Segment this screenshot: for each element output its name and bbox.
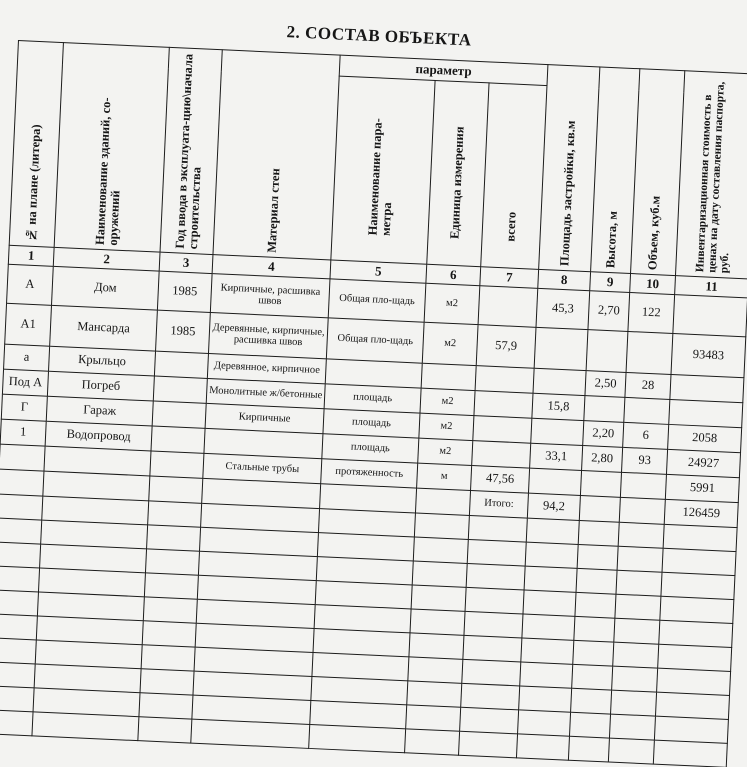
header-c10: Объем, куб.м: [631, 69, 685, 276]
cell-cost: 2058: [668, 424, 742, 452]
cell-volume: [626, 331, 673, 374]
cell-area: [533, 368, 586, 395]
cell-year: [153, 376, 207, 403]
cell-name: Мансарда: [50, 305, 158, 351]
cell-area: [531, 418, 584, 445]
cell-param: Общая пло-щадь: [326, 318, 424, 363]
cell-material: Деревянные, кирпичные, расшивка швов: [208, 313, 328, 359]
cell-cost: [673, 295, 747, 337]
header-c11: Инвентаризационная стоимость в ценах на дату составления паспорта, руб.: [676, 71, 747, 279]
col-number: 4: [212, 255, 331, 279]
header-c8: Площадь застройки, кв.м: [539, 65, 600, 272]
cell-volume: 122: [628, 293, 675, 334]
header-c7: всего: [481, 83, 547, 269]
cell-param: протяженность: [321, 459, 418, 488]
cell-total: [473, 416, 532, 444]
cell-volume: 28: [625, 372, 671, 399]
cell-volume: [624, 397, 670, 424]
page-title: 2. СОСТАВ ОБЪЕКТА: [286, 22, 473, 50]
cell-unit: м2: [424, 283, 480, 324]
cell-name: Гараж: [46, 396, 153, 426]
cell-literal: Под А: [2, 369, 48, 396]
cell-unit: м2: [419, 413, 474, 440]
cell-unit: м2: [422, 322, 478, 365]
cell-area: [534, 327, 588, 370]
cell-literal: А: [7, 264, 54, 305]
cell-height: 2,20: [583, 421, 624, 448]
cell-height: [584, 396, 625, 423]
cell-total: [475, 366, 534, 394]
cell-literal: [0, 444, 45, 471]
cell-year: [150, 451, 204, 478]
col-number: 10: [630, 274, 676, 295]
header-c3: Год ввода в эксплуата-цию\начала строительства: [160, 47, 222, 254]
cell-name: Водопровод: [45, 421, 152, 451]
col-number: 2: [53, 247, 160, 271]
cell-literal: 1: [0, 419, 46, 446]
cell-unit: [421, 363, 476, 390]
cell-height: [580, 471, 621, 498]
cell-param: Общая пло-щадь: [328, 279, 426, 322]
cell-year: 1985: [156, 310, 211, 353]
header-c2: Наименование зданий, со-оружений: [54, 43, 169, 253]
header-c4: Материал стен: [213, 50, 340, 260]
header-c1: № на плане (литера): [9, 41, 63, 248]
cell-material: Кирпичные: [205, 403, 324, 433]
cell-area: 45,3: [536, 288, 590, 329]
object-composition-table: [0, 40, 747, 767]
col-number: 1: [8, 245, 54, 266]
col-number: 8: [538, 269, 591, 290]
cell-area: [529, 468, 582, 495]
cell-volume: 93: [622, 447, 668, 474]
col-number: 9: [590, 272, 631, 293]
cell-year: [154, 351, 208, 378]
cell-material: Монолитные ж/бетонные: [206, 378, 325, 408]
cell-total: 57,9: [476, 325, 536, 369]
col-number: 6: [426, 264, 481, 285]
cell-year: 1985: [157, 271, 212, 312]
cell-param: площадь: [322, 434, 419, 463]
cell-cost: [670, 374, 744, 402]
cell-param: площадь: [323, 409, 420, 438]
cell-volume: [620, 472, 666, 499]
totals-label: Итого:: [469, 490, 528, 518]
cell-name: Крыльцо: [49, 346, 156, 376]
cell-total: 47,56: [471, 466, 530, 494]
cell-param: площадь: [324, 384, 421, 413]
header-c6: Единица измерения: [427, 80, 489, 266]
cell-name: Погреб: [47, 371, 154, 401]
cell-name: Дом: [52, 266, 160, 310]
cell-height: 2,50: [585, 371, 626, 398]
cell-area: 33,1: [530, 443, 583, 470]
cell-total: [478, 286, 538, 328]
cell-unit: м2: [418, 438, 473, 465]
cell-material: Деревянное, кирпичное: [207, 353, 326, 383]
cell-literal: Г: [1, 394, 47, 421]
cell-cost: [669, 399, 743, 427]
col-number: 7: [480, 267, 539, 289]
header-c9: Высота, м: [591, 67, 640, 274]
object-composition-sheet: [0, 22, 747, 767]
cell-height: [586, 330, 628, 373]
cell-material: Кирпичные, расшивка швов: [210, 274, 330, 318]
header-param: параметр: [339, 55, 548, 85]
cell-material: Стальные трубы: [203, 453, 322, 483]
col-number: 3: [159, 252, 213, 273]
col-number: 11: [675, 276, 747, 298]
cell-cost: 5991: [665, 474, 739, 502]
totals-cost: 126459: [664, 499, 738, 527]
cell-literal: а: [4, 344, 50, 371]
cell-height: 2,70: [588, 291, 630, 332]
totals-area: 94,2: [527, 493, 580, 520]
cell-year: [151, 426, 205, 453]
cell-literal: А1: [5, 303, 52, 346]
cell-total: [472, 441, 531, 469]
cell-unit: м2: [420, 388, 475, 415]
cell-area: 15,8: [532, 393, 585, 420]
cell-year: [152, 401, 206, 428]
cell-cost: 93483: [671, 334, 746, 378]
cell-height: 2,80: [582, 446, 623, 473]
cell-volume: 6: [623, 422, 669, 449]
header-c5: Наименование пара-метра: [331, 76, 435, 264]
cell-unit: м: [417, 463, 472, 490]
cell-cost: 24927: [666, 449, 740, 477]
col-number: 5: [330, 260, 427, 283]
cell-total: [474, 391, 533, 419]
